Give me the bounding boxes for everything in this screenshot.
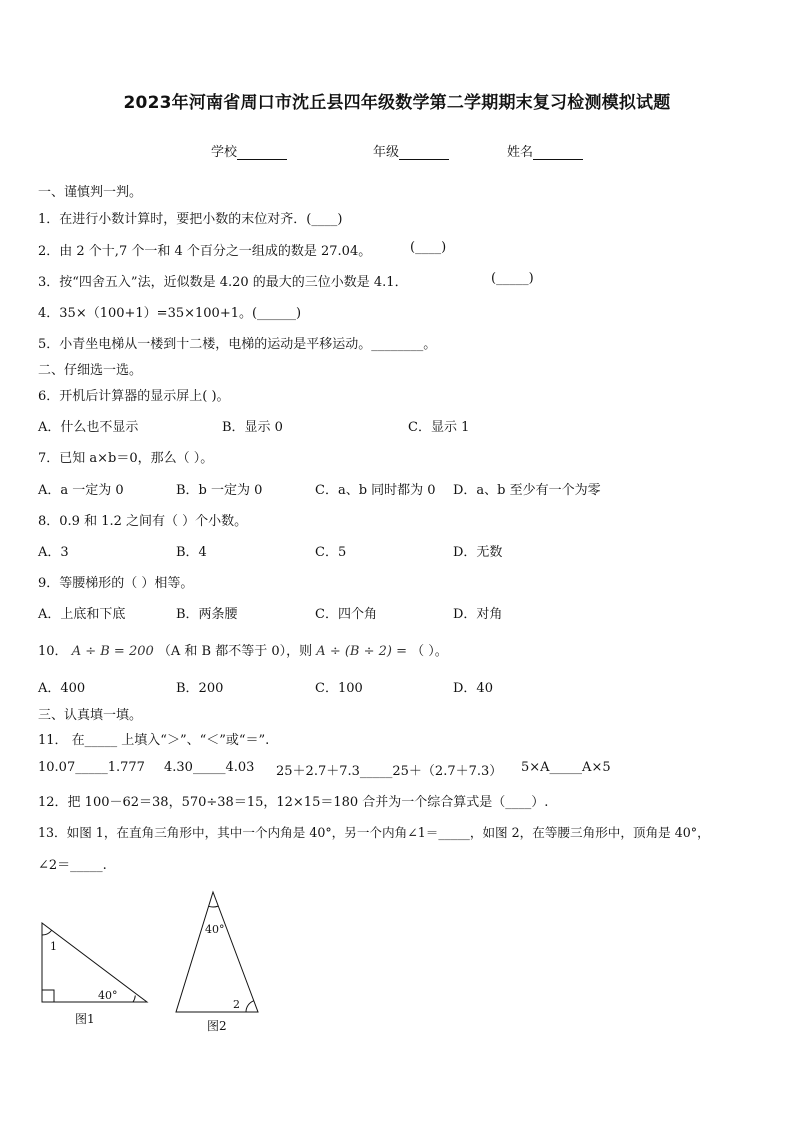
grade-blank bbox=[399, 146, 449, 160]
question-10-expression-1: A ÷ B = 200 bbox=[71, 644, 154, 659]
figure-2-caption: 图2 bbox=[207, 1019, 227, 1033]
question-9-option-b: B．两条腰 bbox=[176, 607, 238, 622]
question-9: 9．等腰梯形的（ ）相等。 bbox=[38, 576, 194, 591]
question-9-option-a: A．上底和下底 bbox=[38, 607, 126, 622]
apex-angle-arc bbox=[209, 906, 219, 907]
question-10-number: 10． bbox=[38, 644, 68, 659]
figure-2-triangle-outline bbox=[176, 892, 258, 1012]
figure-2-angle-label: 40° bbox=[205, 923, 225, 936]
section-2-heading: 二、仔细选一选。 bbox=[38, 363, 143, 378]
school-blank bbox=[237, 146, 287, 160]
school-field bbox=[211, 141, 287, 160]
figure-1-angle-label: 40° bbox=[98, 989, 118, 1002]
grade-label: 年级 bbox=[373, 145, 400, 160]
question-8-option-b: B．4 bbox=[176, 545, 207, 560]
question-7-option-a: A．a 一定为 0 bbox=[38, 483, 124, 498]
figure-1-caption: 图1 bbox=[75, 1012, 95, 1026]
question-8-option-a: A．3 bbox=[38, 545, 69, 560]
question-2: 2．由 2 个十,7 个一和 4 个百分之一组成的数是 27.04。 bbox=[38, 244, 372, 259]
question-8-option-d: D．无数 bbox=[453, 545, 503, 560]
question-10-option-a: A．400 bbox=[38, 681, 86, 696]
question-9-option-d: D．对角 bbox=[453, 607, 503, 622]
question-10-condition: （A 和 B 都不等于 0），则 bbox=[157, 644, 313, 659]
question-7-option-c: C．a、b 同时都为 0 bbox=[315, 483, 436, 498]
section-3-heading: 三、认真填一填。 bbox=[38, 708, 143, 723]
angle-1-arc bbox=[42, 931, 52, 936]
question-3: 3．按“四舍五入”法，近似数是 4.20 的最大的三位小数是 4.1． bbox=[38, 275, 408, 290]
question-9-option-c: C．四个角 bbox=[315, 607, 377, 622]
question-10-option-d: D．40 bbox=[453, 681, 493, 696]
question-7: 7．已知 a×b＝0，那么（ ）。 bbox=[38, 451, 214, 466]
school-label: 学校 bbox=[211, 145, 238, 160]
question-3-blank: (_____) bbox=[491, 271, 534, 286]
question-10-expression-2: A ÷ (B ÷ 2) = bbox=[316, 644, 407, 659]
question-10-option-c: C．100 bbox=[315, 681, 363, 696]
page-title: 2023年河南省周口市沈丘县四年级数学第二学期期末复习检测模拟试题 bbox=[123, 93, 671, 113]
question-6: 6．开机后计算器的显示屏上( )。 bbox=[38, 389, 230, 404]
question-5: 5．小青坐电梯从一楼到十二楼，电梯的运动是平移运动。________。 bbox=[38, 337, 437, 352]
question-2-blank: (____) bbox=[410, 240, 447, 255]
question-8: 8．0.9 和 1.2 之间有（ ）个小数。 bbox=[38, 514, 248, 529]
grade-field bbox=[373, 141, 449, 160]
question-13-line-2: ∠2＝_____. bbox=[38, 858, 107, 873]
question-1: 1．在进行小数计算时，要把小数的末位对齐．(____) bbox=[38, 212, 343, 227]
question-10-blank: （ ）。 bbox=[411, 644, 448, 659]
question-8-option-c: C．5 bbox=[315, 545, 347, 560]
angle-40-arc bbox=[133, 996, 135, 1003]
question-11-item-3: 25＋2.7＋7.3_____25＋（2.7＋7.3） bbox=[276, 764, 503, 779]
question-11-item-1: 10.07_____1.777 bbox=[38, 760, 145, 775]
name-blank bbox=[533, 146, 583, 160]
question-10-option-b: B．200 bbox=[176, 681, 224, 696]
question-7-option-d: D．a、b 至少有一个为零 bbox=[453, 483, 601, 498]
figure-1-right-triangle bbox=[30, 915, 160, 1010]
angle-2-label: 2 bbox=[233, 998, 240, 1011]
question-13-line-1: 13．如图 1，在直角三角形中，其中一个内角是 40°，另一个内角∠1＝_____，如图 2，在等腰三角形中，顶角是 40°， bbox=[38, 825, 710, 840]
question-11: 11． 在_____ 上填入“＞”、“＜”或“＝”. bbox=[38, 733, 270, 748]
section-1-heading: 一、谨慎判一判。 bbox=[38, 185, 143, 200]
question-4: 4．35×（100+1）=35×100+1。(______) bbox=[38, 306, 302, 321]
question-11-item-2: 4.30_____4.03 bbox=[164, 760, 255, 775]
question-6-option-c: C．显示 1 bbox=[408, 420, 470, 435]
angle-2-arc bbox=[246, 1001, 254, 1012]
question-10 bbox=[38, 640, 448, 659]
figure-1-triangle-outline bbox=[42, 923, 147, 1002]
angle-1-label: 1 bbox=[50, 940, 57, 953]
right-angle-mark bbox=[42, 990, 54, 1002]
question-11-item-4: 5×A_____A×5 bbox=[521, 760, 611, 775]
name-field bbox=[507, 141, 583, 160]
question-12: 12．把 100－62＝38，570÷38＝15，12×15＝180 合并为一个综合算式是（____）. bbox=[38, 795, 549, 810]
name-label: 姓名 bbox=[507, 145, 534, 160]
question-6-option-b: B．显示 0 bbox=[222, 420, 283, 435]
question-6-option-a: A．什么也不显示 bbox=[38, 420, 139, 435]
question-7-option-b: B．b 一定为 0 bbox=[176, 483, 263, 498]
figure-2-isosceles-triangle bbox=[170, 888, 265, 1016]
